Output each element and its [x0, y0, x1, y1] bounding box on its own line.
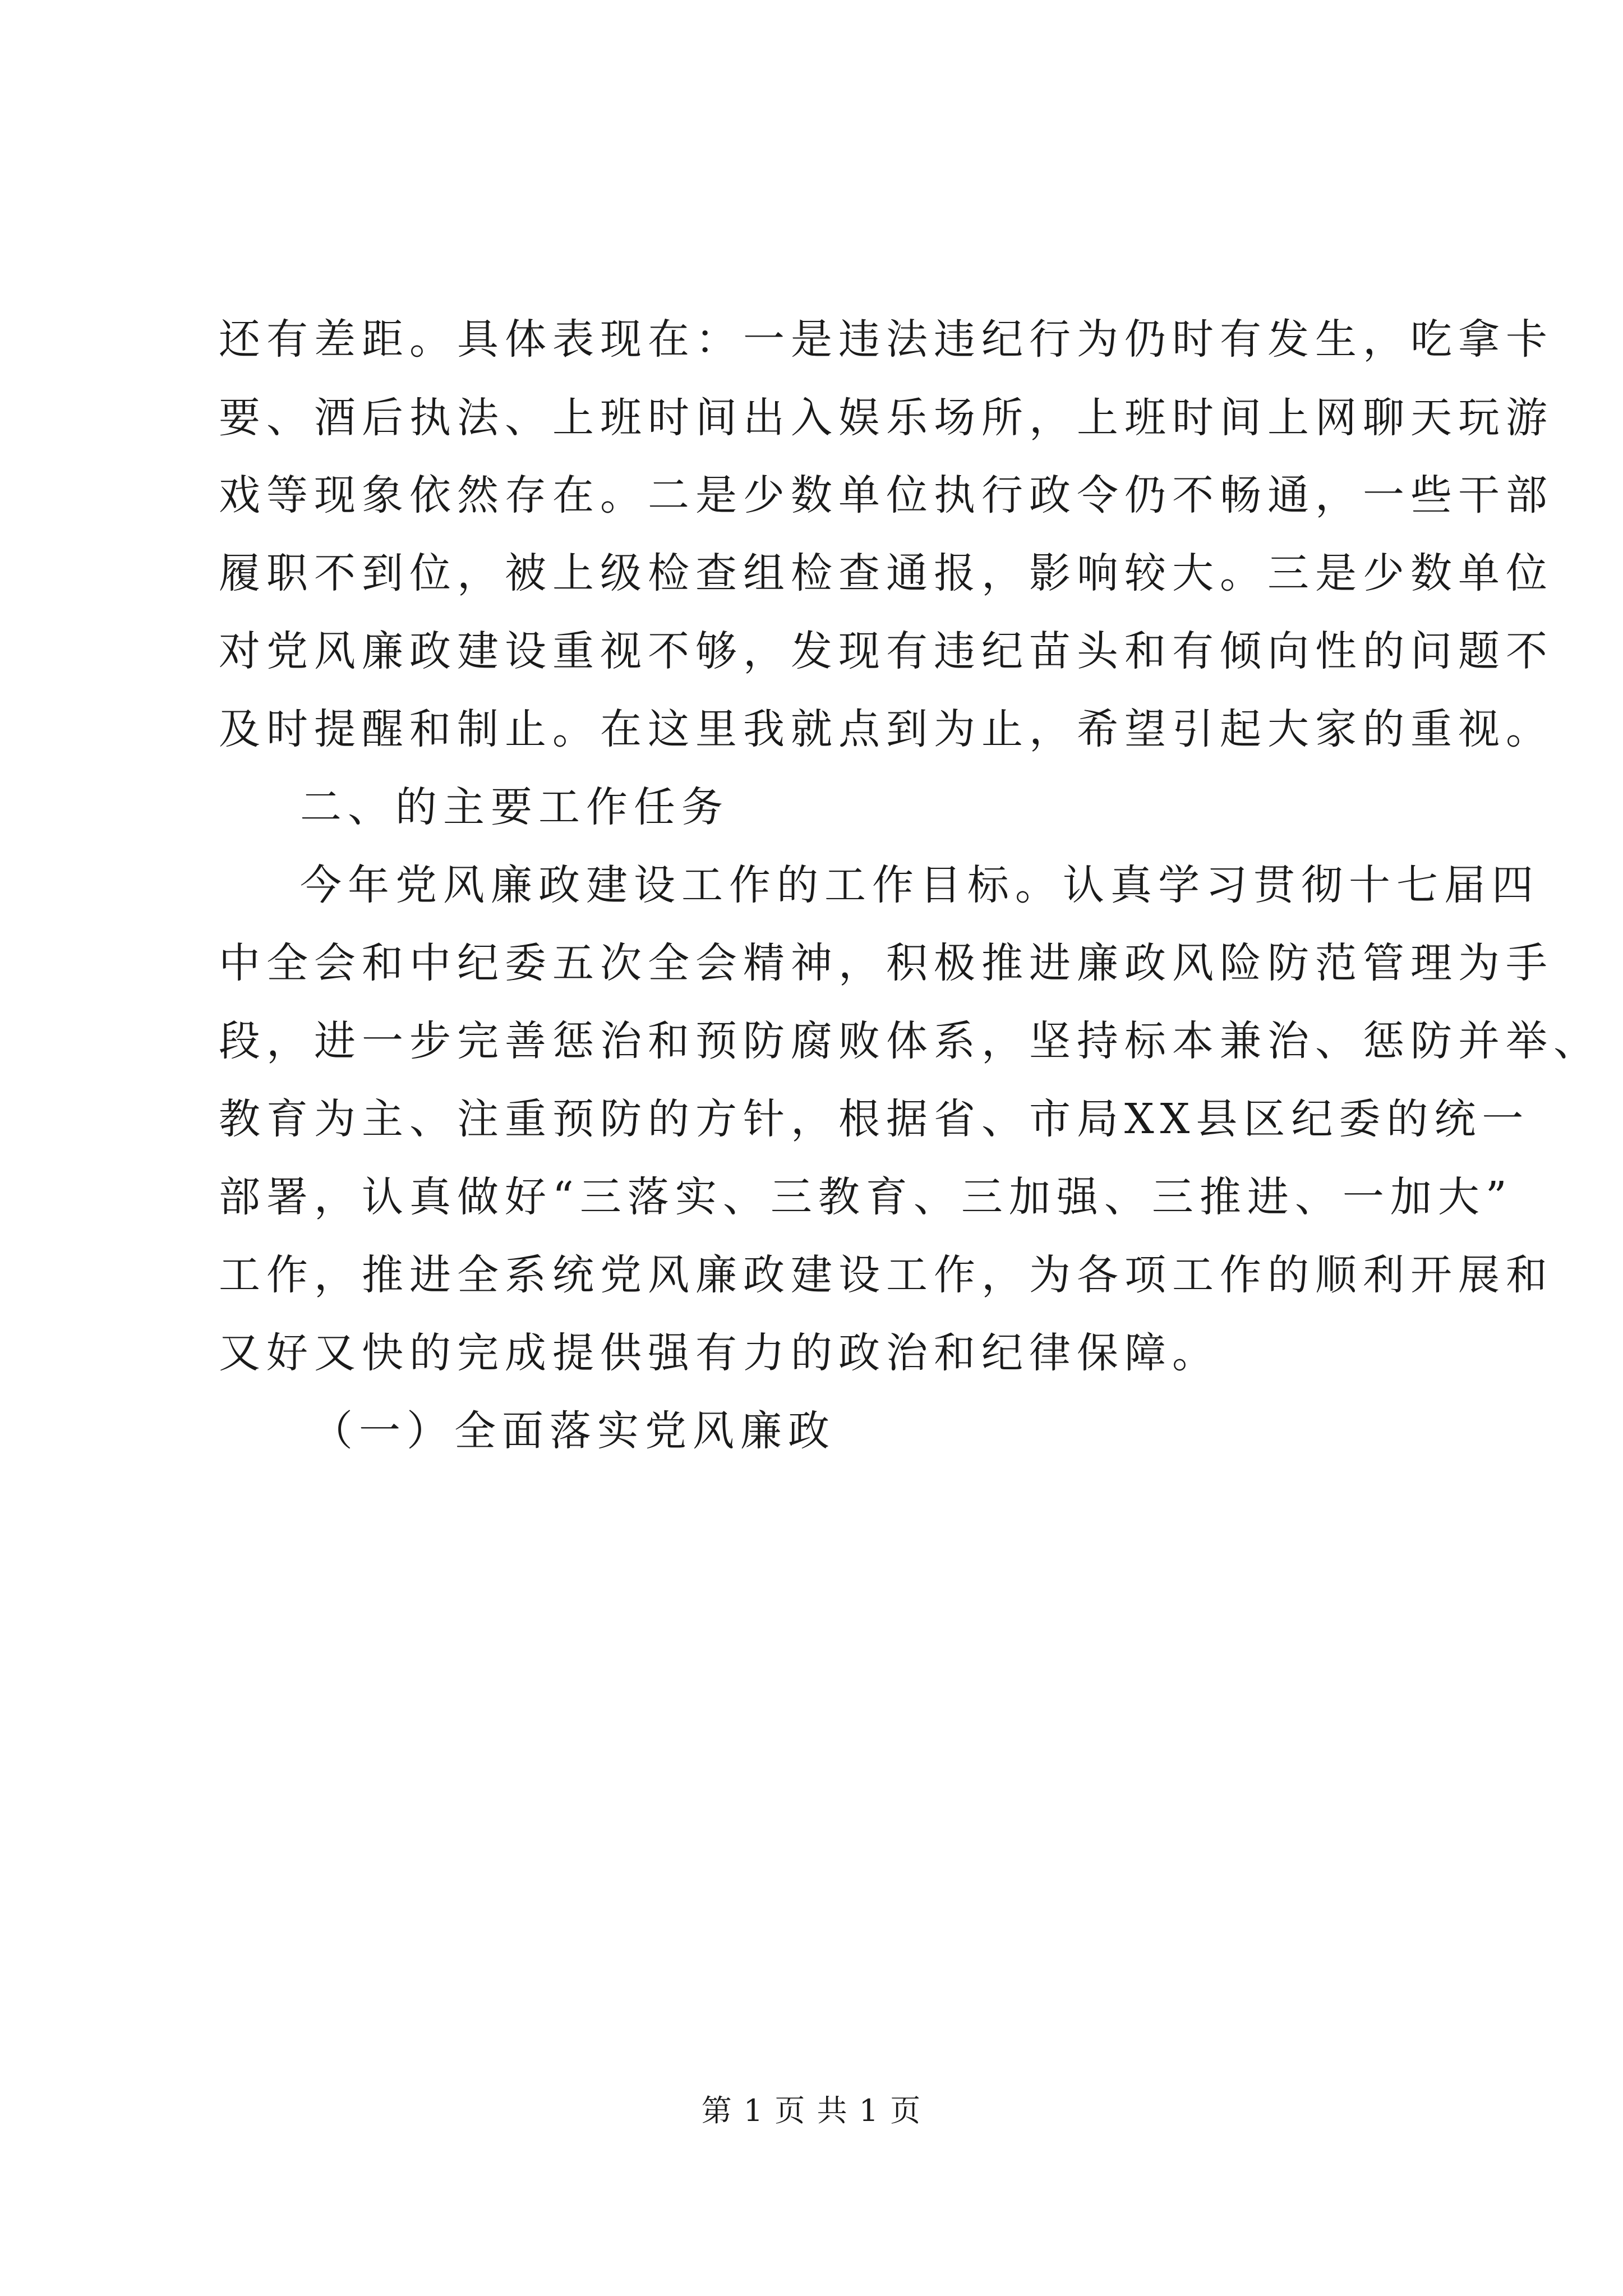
- body-text-line: 履职不到位，被上级检查组检查通报，影响较大。三是少数单位: [219, 549, 1553, 597]
- body-text-line: 工作，推进全系统党风廉政建设工作，为各项工作的顺利开展和: [219, 1251, 1553, 1299]
- section-heading: 二、的主要工作任务: [300, 783, 729, 831]
- subsection-heading: （一）全面落实党风廉政: [311, 1407, 836, 1455]
- body-text-line: 还有差距。具体表现在：一是违法违纪行为仍时有发生，吃拿卡: [219, 315, 1553, 364]
- body-text-line: 中全会和中纪委五次全会精神，积极推进廉政风险防范管理为手: [219, 939, 1553, 987]
- body-text-line: 部署，认真做好“三落实、三教育、三加强、三推进、一加大”: [219, 1173, 1513, 1221]
- body-text-line: 今年党风廉政建设工作的工作目标。认真学习贯彻十七届四: [300, 861, 1539, 909]
- body-text-line: 对党风廉政建设重视不够，发现有违纪苗头和有倾向性的问题不: [219, 627, 1553, 675]
- body-text-line: 又好又快的完成提供强有力的政治和纪律保障。: [219, 1329, 1220, 1377]
- body-text-line: 及时提醒和制止。在这里我就点到为止，希望引起大家的重视。: [219, 705, 1553, 753]
- page-footer: 第 1 页 共 1 页: [701, 2093, 922, 2128]
- body-text-line: 要、酒后执法、上班时间出入娱乐场所，上班时间上网聊天玩游: [219, 394, 1553, 442]
- body-text-line: 教育为主、注重预防的方针，根据省、市局XX县区纪委的统一: [219, 1095, 1530, 1143]
- body-text-line: 段，进一步完善惩治和预防腐败体系，坚持标本兼治、惩防并举、: [219, 1017, 1601, 1065]
- body-text-line: 戏等现象依然存在。二是少数单位执行政令仍不畅通，一些干部: [219, 471, 1553, 519]
